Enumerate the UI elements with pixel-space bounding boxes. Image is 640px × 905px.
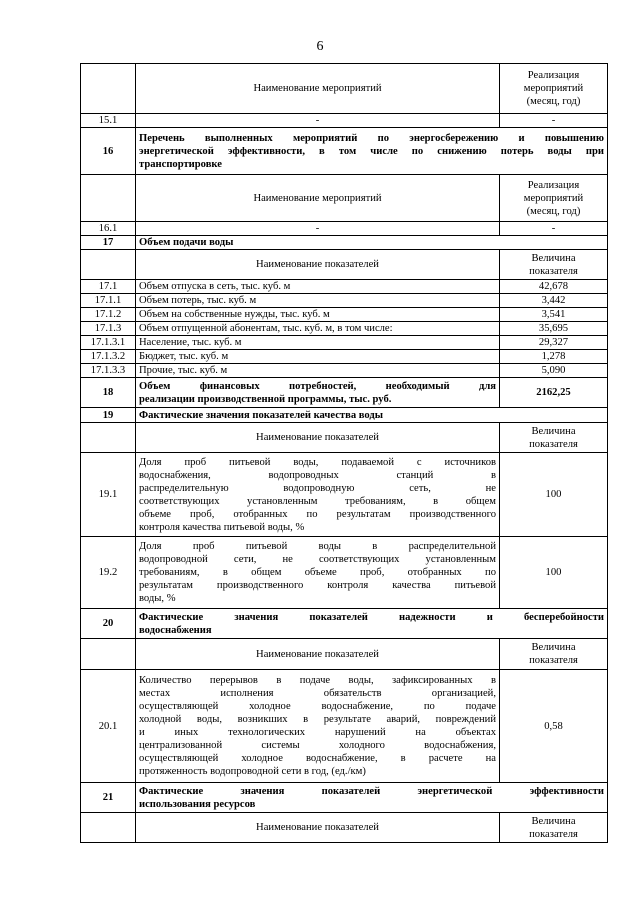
table-row: 17.1.1 Объем потерь, тыс. куб. м 3,442: [81, 294, 608, 308]
section-row: 21 Фактические значения показателей энергетической эффективности использования ресурсов: [81, 783, 608, 813]
table-row: 16.1 - -: [81, 222, 608, 236]
header-measures-name: Наименование мероприятий: [136, 64, 500, 114]
table-row: 17.1 Объем отпуска в сеть, тыс. куб. м 42,678: [81, 280, 608, 294]
table-row: 20.1 Количество перерывов в подаче воды, зафиксированных в местах исполнения обязательств организацией, осуществляющей холодное водоснабжение, по подаче холодной воды, возникших в результате аварий, повреждений и иных технологических нарушений на объектах централизованной системы холодного водоснабжения, осуществляющей холодное водоснабжение, в расчете на протяженность водопроводной сети в год, (ед./км) 0,58: [81, 670, 608, 783]
page-number: 6: [316, 39, 324, 54]
table-header-row: [81, 64, 608, 114]
table-row: 19.1 Доля проб питьевой воды, подаваемой с источников водоснабжения, водопроводных станций в распределительную водопроводную сеть, не соответствующих установленным требованиям, в общем объеме проб, отобранных по результатам производственного контроля качества питьевой воды, % 100: [81, 453, 608, 537]
table-header-row: Наименование показателей Величина показателя: [81, 639, 608, 670]
table-header-row: Наименование показателей Величина показателя: [81, 813, 608, 843]
table-row: 17.1.2 Объем на собственные нужды, тыс. куб. м 3,541: [81, 308, 608, 322]
table-row: 15.1 - -: [81, 114, 608, 128]
section-row: 20 Фактические значения показателей надежности и бесперебойности водоснабжения: [81, 609, 608, 639]
header-realization: Реализация мероприятий (месяц, год): [500, 64, 608, 114]
table-row: 17.1.3 Объем отпущенной абонентам, тыс. куб. м, в том числе: 35,695: [81, 322, 608, 336]
section-row: 18 Объем финансовых потребностей, необходимый для реализации производственной программы, тыс. руб. 2162,25: [81, 378, 608, 408]
table-row: 17.1.3.1 Население, тыс. куб. м 29,327: [81, 336, 608, 350]
table-row: 19.2 Доля проб питьевой воды в распределительной водопроводной сети, не соответствующих установленным требованиям, в общем объеме проб, отобранных по результатам производственного контроля качества питьевой воды, % 100: [81, 537, 608, 609]
table-header-row: Наименование показателей Величина показателя: [81, 423, 608, 453]
table-row: 17.1.3.2 Бюджет, тыс. куб. м 1,278: [81, 350, 608, 364]
header-realization: Реализация мероприятий (месяц, год): [500, 175, 608, 222]
table-header-row: [81, 175, 608, 222]
section-row: 16 Перечень выполненных мероприятий по энергосбережению и повышению энергетической эффективности, в том числе по снижению потерь воды при транспортировке: [81, 128, 608, 175]
section-row: 19 Фактические значения показателей качества воды: [81, 408, 608, 423]
table-row: 17.1.3.3 Прочие, тыс. куб. м 5,090: [81, 364, 608, 378]
header-measures-name: Наименование мероприятий: [136, 175, 500, 222]
section-row: 17 Объем подачи воды: [81, 236, 608, 250]
table-header-row: Наименование показателей Величина показателя: [81, 250, 608, 280]
indicators-table: [80, 63, 608, 843]
